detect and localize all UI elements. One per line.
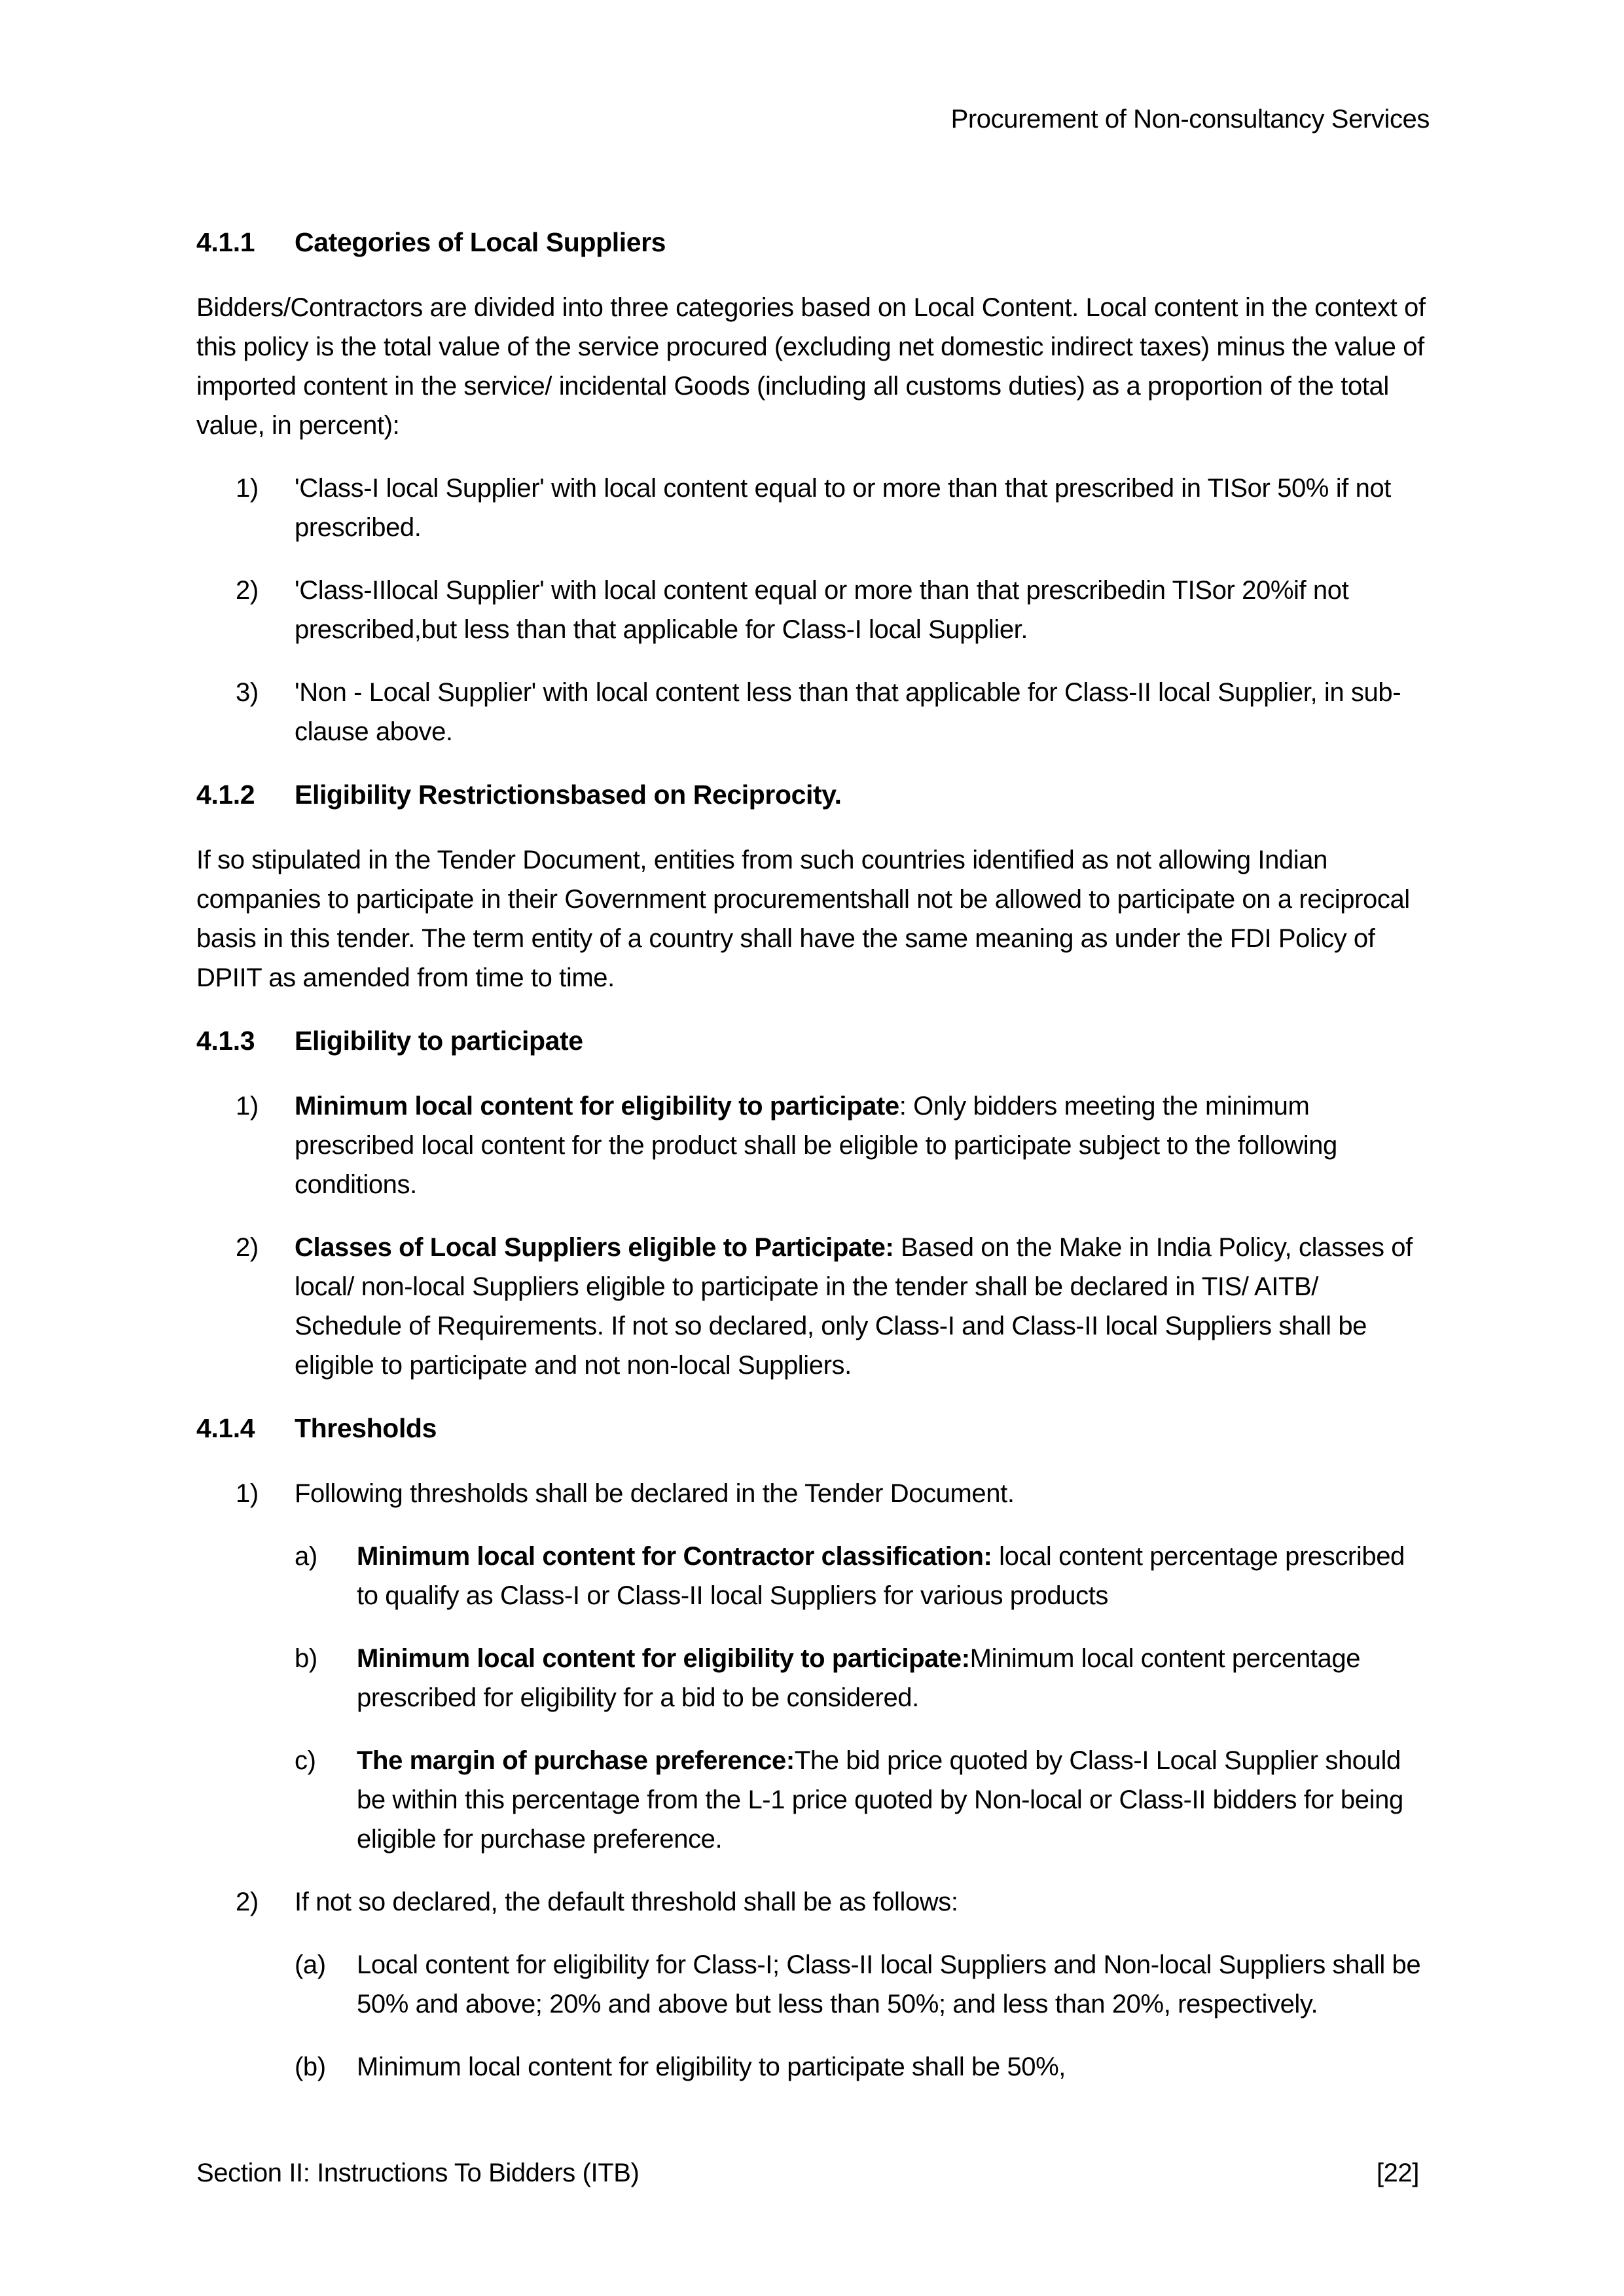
numbered-list xyxy=(196,1086,1430,1385)
list-item xyxy=(196,469,1430,547)
list-item xyxy=(196,1228,1430,1385)
lettered-sublist xyxy=(196,1945,1430,2087)
list-item xyxy=(196,1474,1430,1513)
list-marker: c) xyxy=(295,1746,316,1775)
list-item-text: 'Class-I local Supplier' with local content equal to or more than that prescribed in TISor 50% if not prescribed. xyxy=(295,474,1392,542)
section-title: Eligibility to participate xyxy=(295,1026,583,1056)
section-number: 4.1.4 xyxy=(196,1413,255,1443)
list-item-text: 'Non - Local Supplier' with local content less than that applicable for Class-II local Supplier, in sub-clause above. xyxy=(295,678,1401,746)
list-item-text xyxy=(295,1228,1430,1385)
list-item xyxy=(196,673,1430,751)
section-number: 4.1.1 xyxy=(196,227,255,257)
list-item xyxy=(196,1537,1430,1615)
page-content xyxy=(196,99,1430,2110)
list-item-text: If not so declared, the default threshold shall be as follows: xyxy=(295,1888,958,1916)
paragraph: Bidders/Contractors are divided into three categories based on Local Content. Local content in the context of this policy is the total value of the service procured (excluding net domestic indirect taxes) minus the value of imported content in the service/ incidental Goods (including all customs duties) as a proportion of the total value, in percent): xyxy=(196,293,1426,440)
list-item-text: Following thresholds shall be declared in the Tender Document. xyxy=(295,1479,1015,1508)
list-marker: 1) xyxy=(236,474,259,503)
list-item-text xyxy=(295,1086,1430,1204)
list-marker: 2) xyxy=(236,1233,259,1262)
section-title: Categories of Local Suppliers xyxy=(295,227,666,257)
list-item-text xyxy=(357,1537,1430,1615)
list-item-rest: : Only bidders meeting the minimum prescribed local content for the product shall be eligible to participate subject to the following conditions. xyxy=(295,1092,1337,1199)
list-marker: (b) xyxy=(295,2053,326,2081)
list-item-lead: Minimum local content for eligibility to participate: xyxy=(357,1644,970,1673)
list-item-text: Minimum local content for eligibility to participate shall be 50%, xyxy=(357,2053,1066,2081)
list-item xyxy=(196,1741,1430,1859)
list-item xyxy=(196,1945,1430,2024)
list-item-text xyxy=(357,1741,1430,1859)
list-item-rest: Based on the Make in India Policy, classes of local/ non-local Suppliers eligible to participate in the tender shall be declared in TIS/ AITB/ Schedule of Requirements. If not so declared, only Class-I and Class-II local Suppliers shall be eligible to participate and not non-local Suppliers. xyxy=(295,1233,1413,1380)
footer-page-number: [22] xyxy=(1376,2159,1419,2187)
section-heading-4-1-4 xyxy=(196,1408,1430,1448)
list-item xyxy=(196,571,1430,649)
numbered-list xyxy=(196,1882,1430,1922)
list-marker: (a) xyxy=(295,1950,326,1979)
list-item xyxy=(196,1882,1430,1922)
list-item-rest: Minimum local content percentage prescribed for eligibility for a bid to be considered. xyxy=(357,1644,1361,1712)
list-item-lead: Minimum local content for Contractor classification: xyxy=(357,1542,992,1571)
list-marker: 1) xyxy=(236,1092,259,1121)
list-item xyxy=(196,2047,1430,2087)
list-item-lead: The margin of purchase preference: xyxy=(357,1746,795,1775)
section-title: Thresholds xyxy=(295,1413,437,1443)
list-item-text xyxy=(357,1639,1430,1717)
list-item-text: 'Class-IIlocal Supplier' with local content equal or more than that prescribedin TISor 20%if not prescribed,but less than that applicable for Class-I local Supplier. xyxy=(295,576,1349,644)
list-marker: b) xyxy=(295,1644,317,1673)
paragraph: If so stipulated in the Tender Document, entities from such countries identified as not allowing Indian companies to participate in their Government procurementshall not be allowed to participate on a reciprocal basis in this tender. The term entity of a country shall have the same meaning as under the FDI Policy of DPIIT as amended from time to time. xyxy=(196,846,1410,992)
section-heading-4-1-2 xyxy=(196,775,1430,814)
footer-section-label: Section II: Instructions To Bidders (ITB) xyxy=(196,2159,640,2187)
list-item-rest: local content percentage prescribed to qualify as Class-I or Class-II local Suppliers for various products xyxy=(357,1542,1405,1610)
list-item xyxy=(196,1639,1430,1717)
section-title: Eligibility Restrictionsbased on Reciprocity. xyxy=(295,780,842,810)
numbered-list xyxy=(196,1474,1430,1513)
list-marker: a) xyxy=(295,1542,317,1571)
section-heading-4-1-1 xyxy=(196,223,1430,262)
list-marker: 2) xyxy=(236,576,259,605)
lettered-sublist xyxy=(196,1537,1430,1859)
page-header xyxy=(196,99,1430,139)
section-heading-4-1-3 xyxy=(196,1021,1430,1060)
list-item-rest: The bid price quoted by Class-I Local Supplier should be within this percentage from the L-1 price quoted by Non-local or Class-II bidders for being eligible for purchase preference. xyxy=(357,1746,1403,1854)
section-number: 4.1.2 xyxy=(196,780,255,810)
section-number: 4.1.3 xyxy=(196,1026,255,1056)
header-title: Procurement of Non-consultancy Services xyxy=(950,105,1430,134)
list-item-lead: Minimum local content for eligibility to participate xyxy=(295,1092,899,1121)
page-footer xyxy=(196,2153,1419,2193)
list-item-text: Local content for eligibility for Class-I; Class-II local Suppliers and Non-local Suppliers shall be 50% and above; 20% and above but less than 50%; and less than 20%, respectively. xyxy=(357,1950,1421,2018)
numbered-list xyxy=(196,469,1430,751)
list-item xyxy=(196,1086,1430,1204)
list-marker: 3) xyxy=(236,678,259,707)
list-item-lead: Classes of Local Suppliers eligible to Participate: xyxy=(295,1233,894,1262)
list-marker: 1) xyxy=(236,1479,259,1508)
list-marker: 2) xyxy=(236,1888,259,1916)
